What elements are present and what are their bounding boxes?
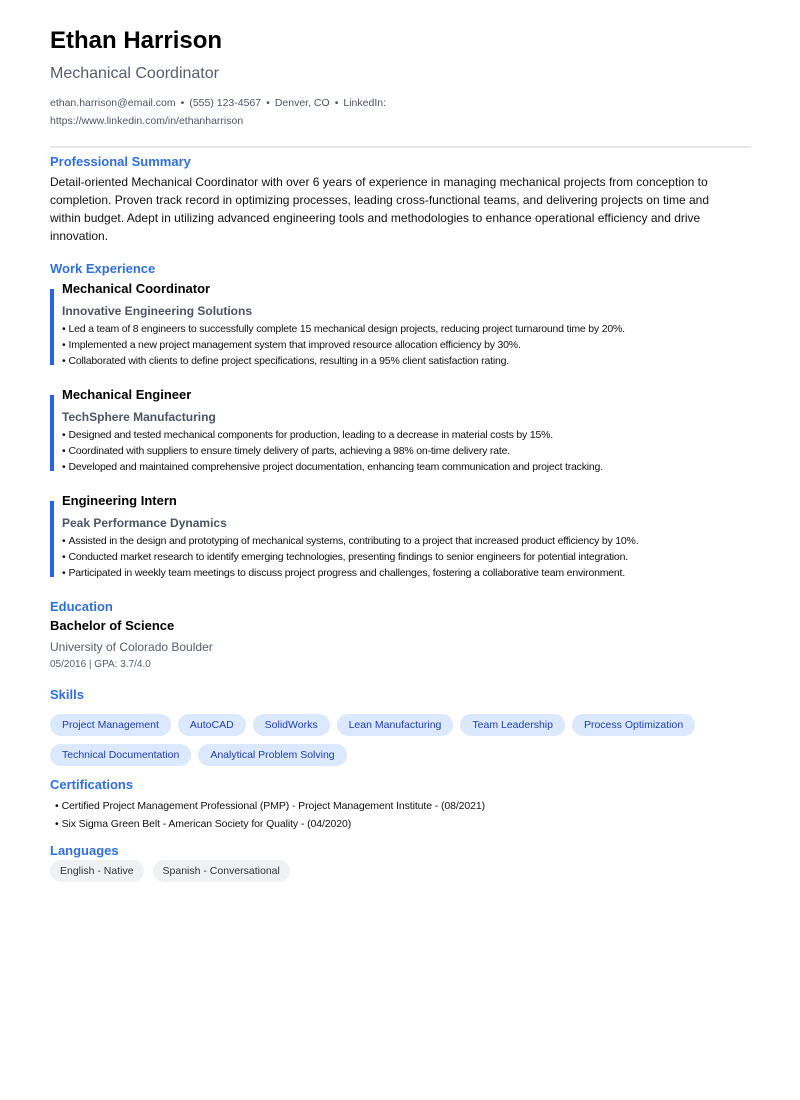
- certification-item: • Certified Project Management Professional (PMP) - Project Management Institute - (08/2021): [55, 797, 485, 815]
- accent-bar: [50, 289, 54, 365]
- accent-bar: [50, 395, 54, 471]
- skill-tag: Lean Manufacturing: [337, 714, 454, 736]
- summary-text: Detail-oriented Mechanical Coordinator with over 6 years of experience in managing mechanical projects from conception to completion. Proven track record in optimizing processes, leading cross-functional teams, and delivering projects on time and within budget. Adept in utilizing advanced engineering tools and methodologies to enhance operational efficiency and drive innovation.: [50, 175, 709, 243]
- job-bullet: • Designed and tested mechanical components for production, leading to a decrease in material costs by 15%.: [62, 427, 603, 443]
- job-bullet: • Developed and maintained comprehensive project documentation, enhancing team communication and project tracking.: [62, 459, 603, 475]
- accent-bar: [50, 501, 54, 577]
- header-divider: [50, 146, 751, 148]
- job-bullet: • Led a team of 8 engineers to successfully complete 15 mechanical design projects, reducing project turnaround time by 20%.: [62, 321, 625, 337]
- languages-list: [50, 860, 751, 882]
- job-bullet: • Assisted in the design and prototyping of mechanical systems, contributing to a project that increased product efficiency by 10%.: [62, 533, 638, 549]
- job-role: Mechanical Coordinator: [62, 281, 211, 296]
- education-degree: Bachelor of Science: [50, 618, 175, 633]
- job-role: Mechanical Engineer: [62, 387, 192, 402]
- section-heading-experience: Work Experience: [50, 261, 156, 276]
- section-heading-certifications: Certifications: [50, 777, 134, 792]
- certifications-list: [55, 797, 485, 833]
- candidate-title: Mechanical Coordinator: [50, 65, 219, 82]
- job-bullet: • Implemented a new project management system that improved resource allocation efficiency by 30%.: [62, 337, 625, 353]
- language-tag: English - Native: [50, 860, 144, 882]
- job-role: Engineering Intern: [62, 493, 177, 508]
- skill-tag: Technical Documentation: [50, 744, 191, 766]
- job-bullet: • Conducted market research to identify emerging technologies, presenting findings to senior engineers for potential integration.: [62, 549, 638, 565]
- skill-tag: Process Optimization: [572, 714, 695, 736]
- separator-dot: •: [180, 97, 185, 109]
- contact-linkedin-label: LinkedIn:: [343, 97, 386, 109]
- skill-tag: Analytical Problem Solving: [198, 744, 346, 766]
- section-heading-languages: Languages: [50, 843, 119, 858]
- certification-item: • Six Sigma Green Belt - American Society for Quality - (04/2020): [55, 815, 485, 833]
- education-meta: 05/2016 | GPA: 3.7/4.0: [50, 659, 151, 670]
- contact-email[interactable]: ethan.harrison@email.com: [50, 97, 176, 109]
- job-company: Innovative Engineering Solutions: [62, 304, 253, 318]
- section-heading-education: Education: [50, 599, 113, 614]
- job-bullets: [62, 533, 638, 581]
- contact-location: Denver, CO: [274, 97, 330, 109]
- contact-linkedin-url[interactable]: https://www.linkedin.com/in/ethanharrison: [50, 115, 244, 127]
- contact-phone: (555) 123-4567: [189, 97, 262, 109]
- job-bullet: • Coordinated with suppliers to ensure timely delivery of parts, achieving a 98% on-time delivery rate.: [62, 443, 603, 459]
- section-heading-summary: Professional Summary: [50, 154, 191, 169]
- job-company: Peak Performance Dynamics: [62, 516, 227, 530]
- separator-dot: •: [334, 97, 339, 109]
- separator-dot: •: [266, 97, 270, 109]
- job-bullets: [62, 321, 625, 369]
- skills-list: [50, 714, 751, 766]
- education-school: University of Colorado Boulder: [50, 640, 213, 654]
- skill-tag: AutoCAD: [178, 714, 246, 736]
- language-tag: Spanish - Conversational: [153, 860, 290, 882]
- job-bullet: • Collaborated with clients to define project specifications, resulting in a 95% client satisfaction rating.: [62, 353, 625, 369]
- job-company: TechSphere Manufacturing: [62, 410, 216, 424]
- candidate-name: Ethan Harrison: [50, 27, 223, 54]
- contact-info: [50, 94, 430, 130]
- skill-tag: Project Management: [50, 714, 171, 736]
- section-heading-skills: Skills: [50, 687, 84, 702]
- skill-tag: SolidWorks: [253, 714, 330, 736]
- skill-tag: Team Leadership: [460, 714, 565, 736]
- job-bullets: [62, 427, 603, 475]
- job-bullet: • Participated in weekly team meetings to discuss project progress and challenges, fostering a collaborative team environment.: [62, 565, 638, 581]
